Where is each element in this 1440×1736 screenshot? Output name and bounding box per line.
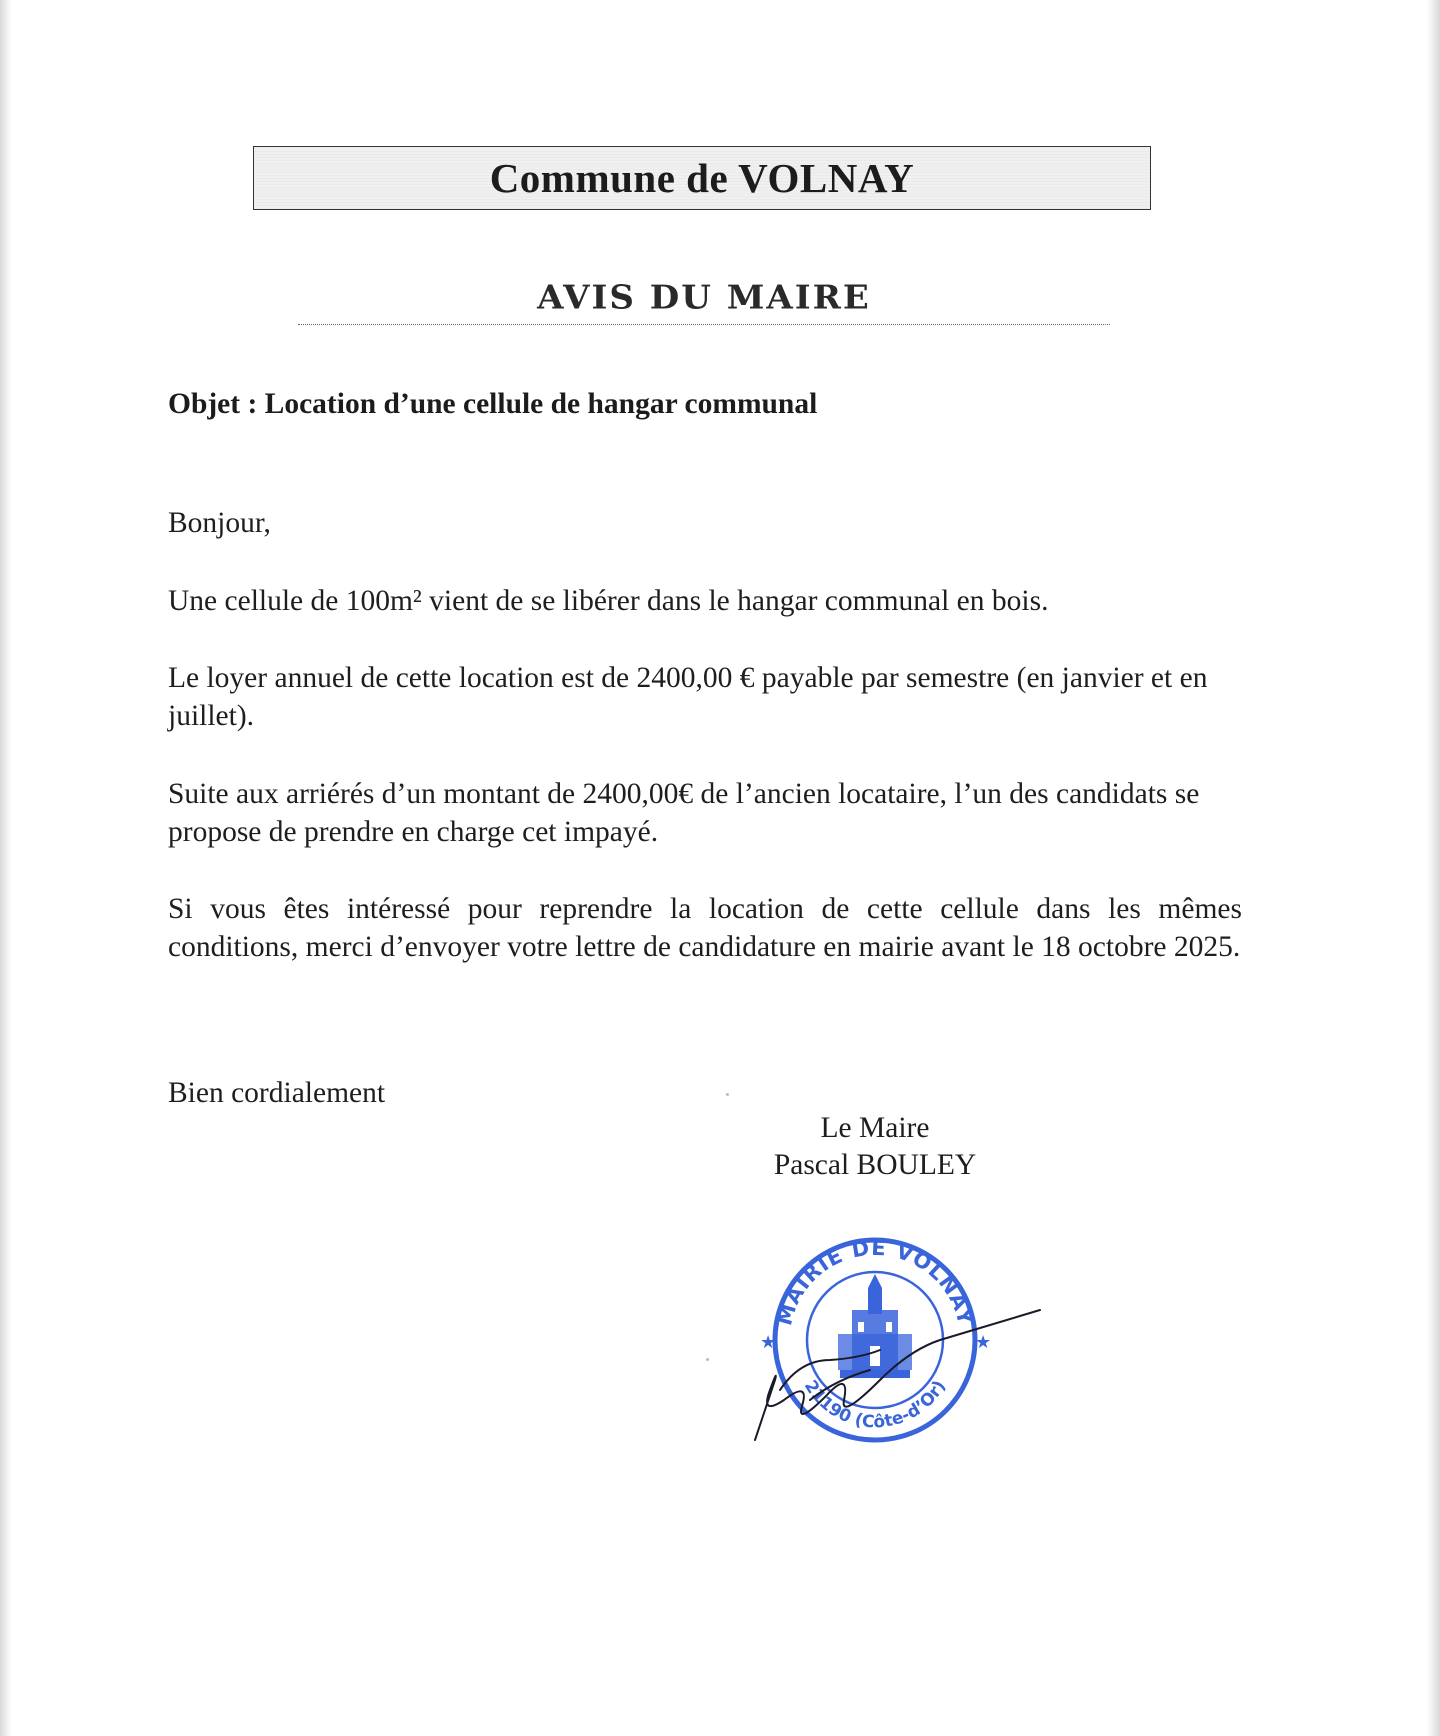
paragraph-application: Si vous êtes intéressé pour reprendre la location de cette cellule dans les mêmes conditions, merci d’envoyer votre lettre de candidature en mairie avant le 18 octobre 2025. — [168, 893, 1242, 963]
page-edge-left — [0, 0, 12, 1736]
signatory-title: Le Maire — [820, 1112, 930, 1144]
signature-block — [700, 1110, 1050, 1184]
page-edge-right — [1426, 0, 1440, 1736]
subject-line: Objet : Location d’une cellule de hangar communal — [168, 388, 818, 420]
scan-speck — [726, 1093, 729, 1096]
official-stamp — [760, 1236, 991, 1440]
scan-speck — [706, 1358, 709, 1361]
closing: Bien cordialement — [168, 1077, 386, 1109]
stamp-star-icon: ★ — [975, 1332, 992, 1352]
stamp-text-bottom: 21190 (Côte-d’Or) — [799, 1376, 951, 1433]
paragraph-cell-available: Une cellule de 100m² vient de se libérer dans le hangar communal en bois. — [168, 585, 1049, 617]
notice-title-underline — [298, 324, 1110, 325]
stamp-star-icon: ★ — [760, 1332, 777, 1352]
stamp-text-top: MAIRIE DE VOLNAY — [772, 1235, 978, 1329]
mayor-stamp-and-signature — [740, 1230, 1060, 1450]
commune-header-box — [253, 146, 1151, 210]
signatory-name: Pascal BOULEY — [773, 1149, 977, 1181]
commune-header-title: Commune de VOLNAY — [489, 155, 915, 201]
notice-title: AVIS DU MAIRE — [537, 279, 871, 317]
paragraph-rent: Le loyer annuel de cette location est de 2400,00 € payable par semestre (en janvier et en juillet). — [168, 662, 1208, 732]
paragraph-arrears: Suite aux arriérés d’un montant de 2400,00€ de l’ancien locataire, l’un des candidats se propose de prendre en charge cet impayé. — [168, 778, 1200, 848]
greeting: Bonjour, — [168, 507, 271, 539]
